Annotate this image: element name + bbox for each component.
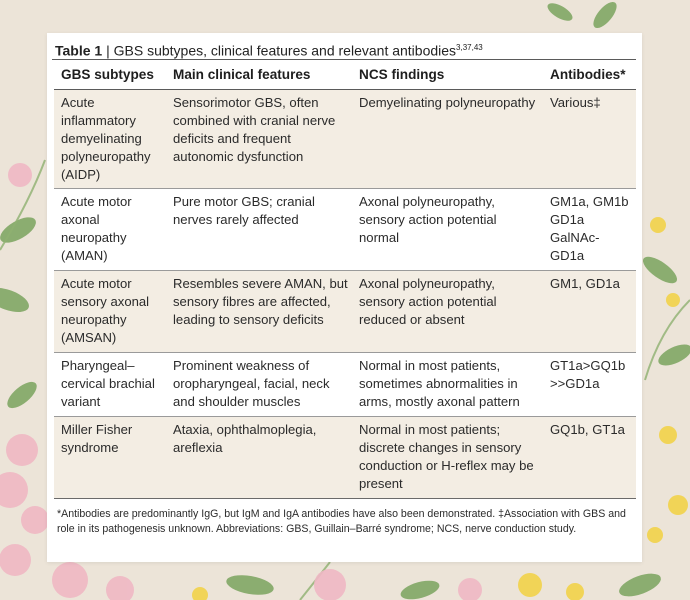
cell-features: Resembles severe AMAN, but sensory fibres are affected, leading to sensory deficits (166, 271, 352, 353)
cell-antibodies: GM1, GD1a (543, 271, 636, 353)
cell-features: Ataxia, ophthalmoplegia, areflexia (166, 417, 352, 499)
column-header-ncs: NCS findings (352, 60, 543, 90)
table-row (54, 90, 636, 189)
cell-ncs: Axonal polyneuropathy, sensory action potential reduced or absent (352, 271, 543, 353)
title-separator: | (106, 42, 110, 59)
table-label: Table 1 (55, 42, 103, 59)
cell-subtype: Acute inflammatory demyelinating polyneuropathy (AIDP) (54, 90, 166, 189)
citation: 3,37,43 (456, 43, 483, 52)
cell-antibodies: GQ1b, GT1a (543, 417, 636, 499)
cell-antibodies: Various‡ (543, 90, 636, 189)
table-row (54, 353, 636, 417)
table-row (54, 189, 636, 271)
cell-subtype: Pharyngeal–cervical brachial variant (54, 353, 166, 417)
cell-subtype: Acute motor sensory axonal neuropathy (AMSAN) (54, 271, 166, 353)
table-row (54, 271, 636, 353)
table-card (47, 33, 642, 562)
table-row (54, 417, 636, 499)
table-caption: GBS subtypes, clinical features and relevant antibodies (113, 42, 457, 59)
column-header-antibodies: Antibodies* (543, 60, 636, 90)
cell-subtype: Acute motor axonal neuropathy (AMAN) (54, 189, 166, 271)
cell-ncs: Demyelinating polyneuropathy (352, 90, 543, 189)
column-header-subtype: GBS subtypes (54, 60, 166, 90)
cell-antibodies: GT1a>GQ1b >>GD1a (543, 353, 636, 417)
cell-features: Sensorimotor GBS, often combined with cranial nerve deficits and frequent autonomic dysfunction (166, 90, 352, 189)
cell-features: Pure motor GBS; cranial nerves rarely affected (166, 189, 352, 271)
cell-ncs: Axonal polyneuropathy, sensory action potential normal (352, 189, 543, 271)
column-header-features: Main clinical features (166, 60, 352, 90)
cell-subtype: Miller Fisher syndrome (54, 417, 166, 499)
table-title (52, 37, 636, 60)
cell-ncs: Normal in most patients, sometimes abnormalities in arms, mostly axonal pattern (352, 353, 543, 417)
cell-ncs: Normal in most patients; discrete changes in sensory conduction or H-reflex may be present (352, 417, 543, 499)
table-footnote: *Antibodies are predominantly IgG, but IgM and IgA antibodies have also been demonstrated. ‡Association with GBS and role in its pathogenesis unknown. Abbreviations: GBS, Guillain–Barré syndrome; NCS, nerve conduction study. (57, 508, 626, 535)
cell-features: Prominent weakness of oropharyngeal, facial, neck and shoulder muscles (166, 353, 352, 417)
table-header-row (54, 60, 636, 90)
cell-antibodies: GM1a, GM1b GD1a GalNAc-GD1a (543, 189, 636, 271)
gbs-table (54, 60, 636, 499)
